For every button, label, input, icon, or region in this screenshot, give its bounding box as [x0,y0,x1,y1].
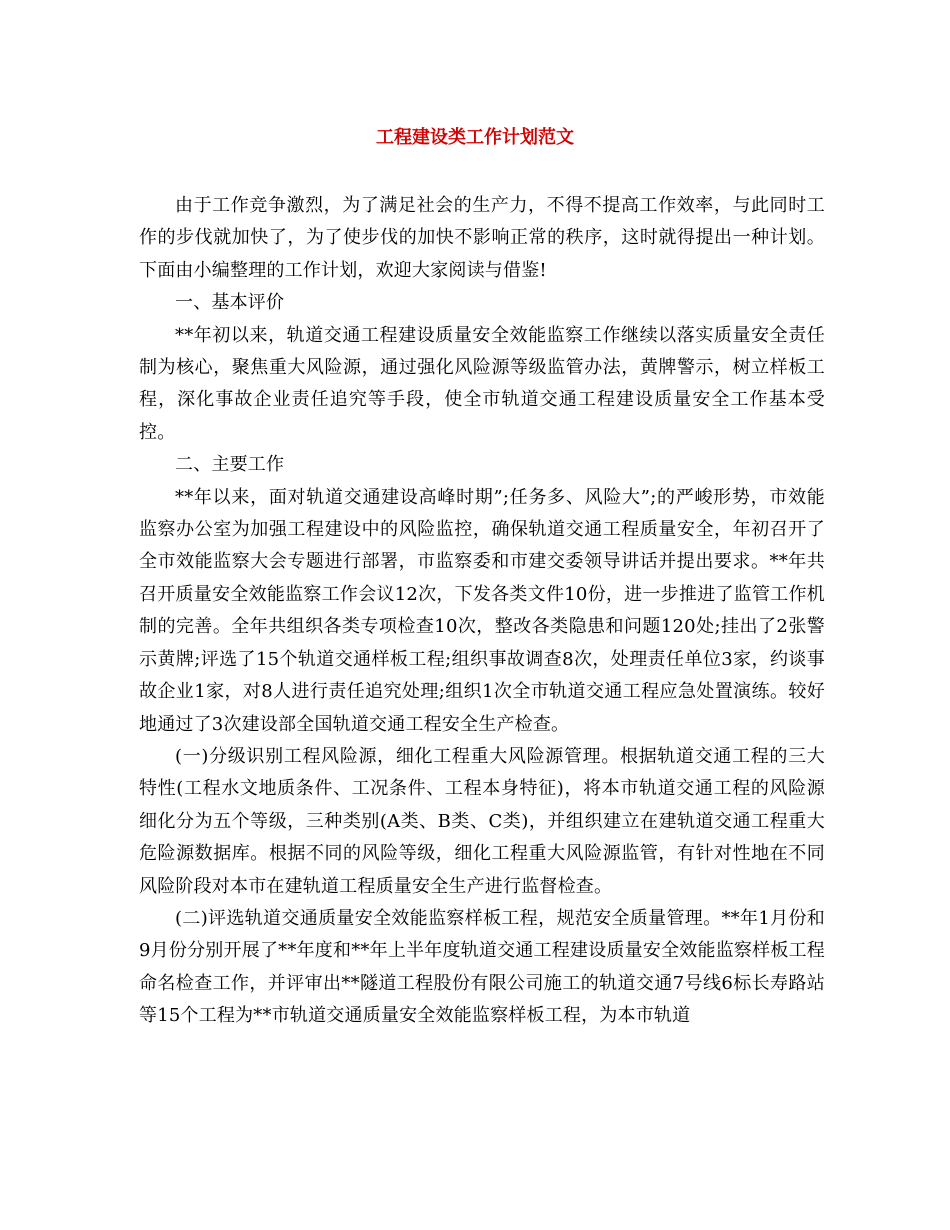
document-body [139,190,825,1033]
paragraph-risk-source: (一)分级识别工程风险源，细化工程重大风险源管理。根据轨道交通工程的三大特性(工程水文地质条件、工况条件、工程本身特征)，将本市轨道交通工程的风险源细化分为五个等级，三种类别(A类、B类、C类)，并组织建立在建轨道交通工程重大危险源数据库。根据不同的风险等级，细化工程重大风险源监管，有针对性地在不同风险阶段对本市在建轨道工程质量安全生产进行监督检查。 [139,745,825,897]
paragraph-main-work: **年以来，面对轨道交通建设高峰时期”;任务多、风险大”;的严峻形势，市效能监察办公室为加强工程建设中的风险监控，确保轨道交通工程质量安全，年初召开了全市效能监察大会专题进行部署，市监察委和市建交委领导讲话并提出要求。**年共召开质量安全效能监察工作会议12次，下发各类文件10份，进一步推进了监管工作机制的完善。全年共组织各类专项检查10次，整改各类隐患和问题120处;挂出了2张警示黄牌;评选了15个轨道交通样板工程;组织事故调查8次，处理责任单位3家，约谈事故企业1家，对8人进行责任追究处理;组织1次全市轨道交通工程应急处置演练。较好地通过了3次建设部全国轨道交通工程安全生产检查。 [139,486,825,735]
paragraph-intro: 由于工作竞争激烈，为了满足社会的生产力，不得不提高工作效率，与此同时工作的步伐就加快了，为了使步伐的加快不影响正常的秩序，这时就得提出一种计划。下面由小编整理的工作计划，欢迎大家阅读与借鉴! [139,195,825,281]
heading-basic-evaluation: 一、基本评价 [175,292,285,314]
heading-main-work: 二、主要工作 [175,454,285,476]
paragraph-model-project: (二)评选轨道交通质量安全效能监察样板工程，规范安全质量管理。**年1月份和9月份分别开展了**年度和**年上半年度轨道交通工程建设质量安全效能监察样板工程命名检查工作，并评审出**隧道工程股份有限公司施工的轨道交通7号线6标长寿路站等15个工程为**市轨道交通质量安全效能监察样板工程，为本市轨道 [139,907,825,1027]
paragraph-basic-evaluation: **年初以来，轨道交通工程建设质量安全效能监察工作继续以落实质量安全责任制为核心，聚焦重大风险源，通过强化风险源等级监管办法，黄牌警示，树立样板工程，深化事故企业责任追究等手段，使全市轨道交通工程建设质量安全工作基本受控。 [139,324,825,443]
document-title: 工程建设类工作计划范文 [376,127,574,148]
